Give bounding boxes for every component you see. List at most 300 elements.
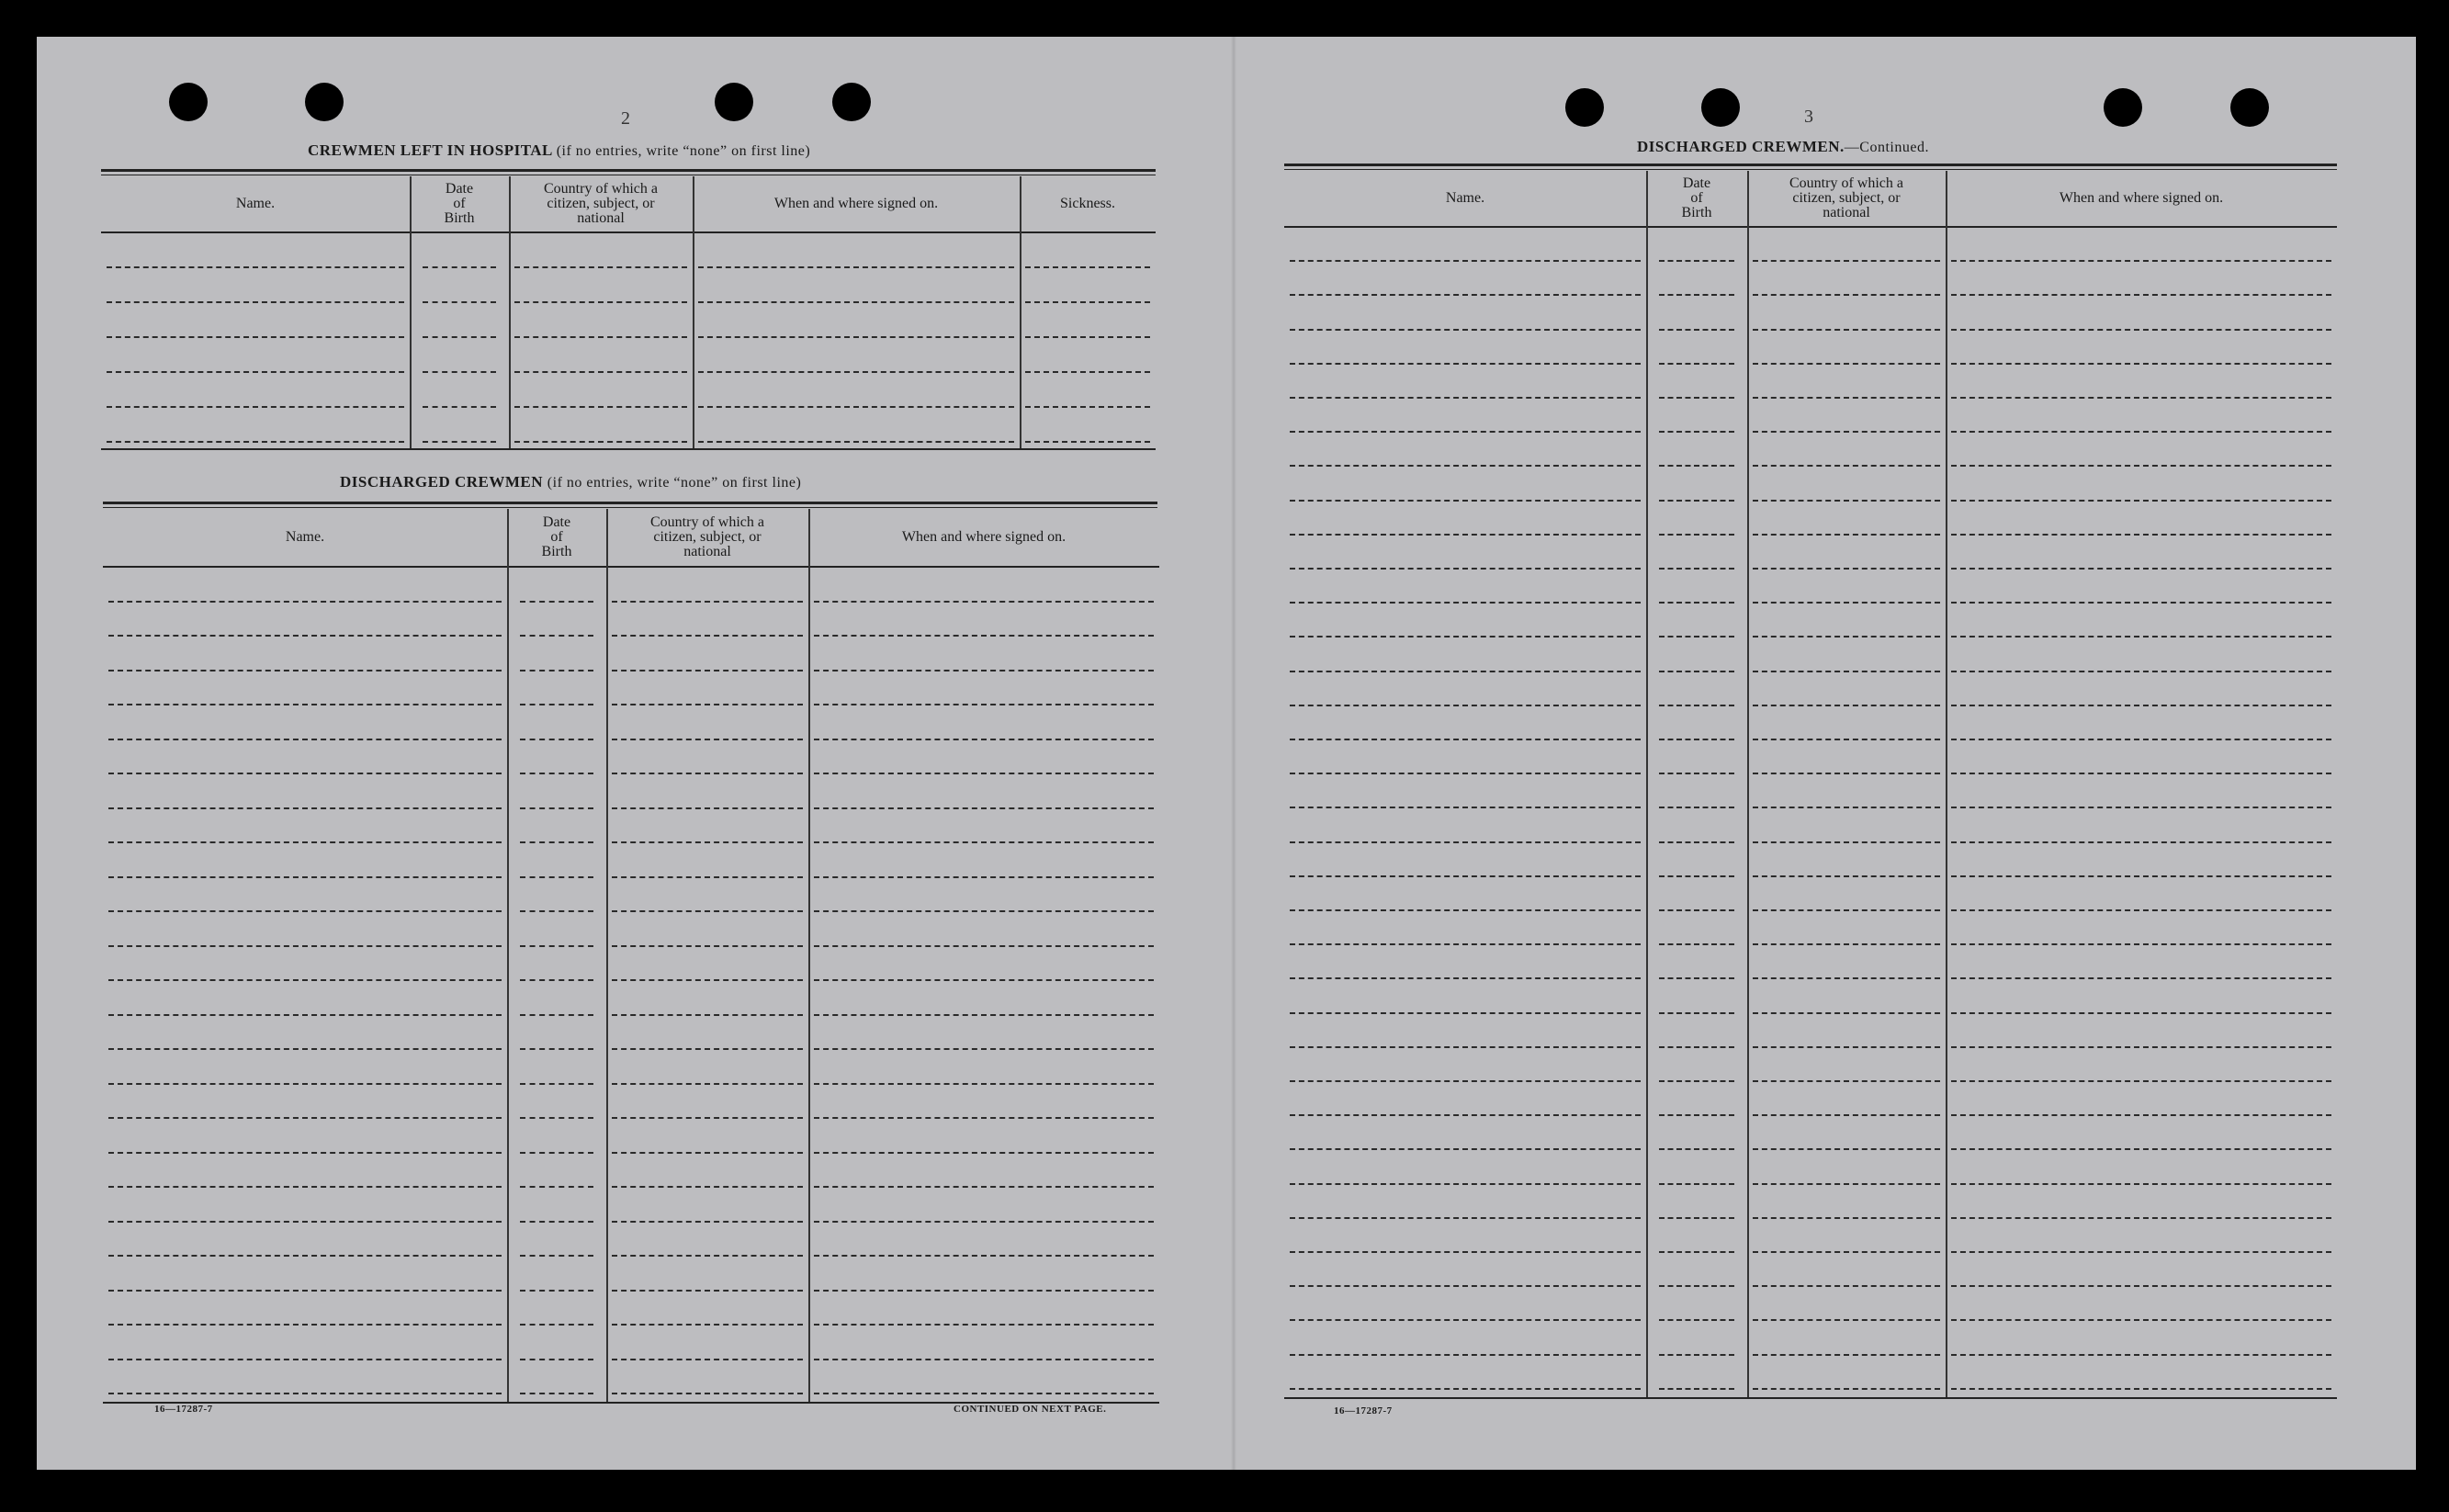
column-header: When and where signed on. — [901, 529, 1066, 545]
entry-line[interactable] — [698, 266, 1014, 268]
entry-line[interactable] — [612, 807, 803, 809]
entry-line[interactable] — [1290, 875, 1641, 877]
entry-line[interactable] — [814, 1255, 1154, 1257]
entry-line[interactable] — [108, 945, 502, 947]
entry-line[interactable] — [1290, 1285, 1641, 1287]
entry-line[interactable] — [1659, 534, 1734, 536]
entry-line[interactable] — [612, 773, 803, 774]
entry-line[interactable] — [1290, 329, 1641, 331]
entry-line[interactable] — [1659, 1217, 1734, 1219]
entry-line[interactable] — [612, 739, 803, 740]
entry-line[interactable] — [1290, 1388, 1641, 1390]
entry-line[interactable] — [1753, 841, 1940, 843]
entry-line[interactable] — [514, 301, 687, 303]
entry-line[interactable] — [1659, 500, 1734, 502]
entry-line[interactable] — [814, 979, 1154, 981]
entry-line[interactable] — [1753, 1183, 1940, 1185]
entry-line[interactable] — [1659, 1354, 1734, 1356]
column-divider — [1646, 171, 1648, 1397]
entry-line[interactable] — [520, 807, 593, 809]
punch-hole — [169, 83, 208, 121]
entry-line[interactable] — [814, 1117, 1154, 1119]
entry-line[interactable] — [520, 739, 593, 740]
header-rule — [103, 566, 1159, 568]
entry-line[interactable] — [1753, 636, 1940, 638]
entry-line[interactable] — [108, 876, 502, 878]
entry-line[interactable] — [423, 301, 496, 303]
entry-line[interactable] — [514, 371, 687, 373]
entry-line[interactable] — [1659, 1251, 1734, 1253]
entry-line[interactable] — [612, 945, 803, 947]
column-divider — [808, 509, 810, 1402]
hospital-bottom-rule — [101, 448, 1156, 450]
entry-line[interactable] — [612, 1117, 803, 1119]
entry-line[interactable] — [814, 1393, 1154, 1394]
entry-line[interactable] — [108, 910, 502, 912]
entry-line[interactable] — [814, 739, 1154, 740]
entry-line[interactable] — [1290, 260, 1641, 262]
entry-line[interactable] — [814, 635, 1154, 637]
entry-line[interactable] — [108, 1221, 502, 1223]
entry-line[interactable] — [108, 1048, 502, 1050]
entry-line[interactable] — [1290, 1148, 1641, 1150]
entry-line[interactable] — [814, 1014, 1154, 1016]
entry-line[interactable] — [1290, 1183, 1641, 1185]
entry-line[interactable] — [1659, 739, 1734, 740]
entry-line[interactable] — [612, 1014, 803, 1016]
entry-line[interactable] — [520, 1221, 593, 1223]
entry-line[interactable] — [1951, 875, 2331, 877]
column-header: Date of Birth — [1681, 175, 1712, 220]
entry-line[interactable] — [1659, 1012, 1734, 1014]
entry-line[interactable] — [1290, 602, 1641, 604]
entry-line[interactable] — [814, 807, 1154, 809]
entry-line[interactable] — [520, 1393, 593, 1394]
entry-line[interactable] — [520, 979, 593, 981]
entry-line[interactable] — [1951, 602, 2331, 604]
entry-line[interactable] — [1951, 1080, 2331, 1082]
punch-hole — [2230, 88, 2269, 127]
entry-line[interactable] — [1951, 1354, 2331, 1356]
entry-line[interactable] — [1951, 943, 2331, 945]
entry-line[interactable] — [108, 739, 502, 740]
header-rule — [101, 231, 1156, 233]
column-header: Country of which a citizen, subject, or national — [650, 514, 764, 559]
entry-line[interactable] — [1753, 1148, 1940, 1150]
entry-line[interactable] — [612, 670, 803, 671]
entry-line[interactable] — [1290, 739, 1641, 740]
entry-line[interactable] — [612, 1152, 803, 1154]
entry-line[interactable] — [520, 1186, 593, 1188]
entry-line[interactable] — [520, 1083, 593, 1085]
entry-line[interactable] — [1753, 568, 1940, 570]
entry-line[interactable] — [520, 601, 593, 603]
entry-line[interactable] — [1753, 329, 1940, 331]
entry-line[interactable] — [814, 1221, 1154, 1223]
entry-line[interactable] — [514, 441, 687, 443]
entry-line[interactable] — [612, 1186, 803, 1188]
entry-line[interactable] — [1290, 671, 1641, 672]
column-divider — [509, 176, 511, 450]
entry-line[interactable] — [108, 1359, 502, 1360]
entry-line[interactable] — [1290, 909, 1641, 911]
entry-line[interactable] — [1951, 739, 2331, 740]
entry-line[interactable] — [814, 1152, 1154, 1154]
entry-line[interactable] — [814, 1048, 1154, 1050]
entry-line[interactable] — [1290, 500, 1641, 502]
entry-line[interactable] — [612, 1359, 803, 1360]
entry-line[interactable] — [1659, 909, 1734, 911]
entry-line[interactable] — [1753, 500, 1940, 502]
form-number-left: 16—17287-7 — [154, 1404, 213, 1415]
entry-line[interactable] — [107, 441, 404, 443]
entry-line[interactable] — [108, 1255, 502, 1257]
entry-line[interactable] — [612, 1083, 803, 1085]
entry-line[interactable] — [1951, 1114, 2331, 1116]
entry-line[interactable] — [1025, 406, 1150, 408]
entry-line[interactable] — [520, 945, 593, 947]
entry-line[interactable] — [1753, 431, 1940, 433]
entry-line[interactable] — [520, 704, 593, 705]
entry-line[interactable] — [108, 1290, 502, 1292]
entry-line[interactable] — [1753, 671, 1940, 672]
entry-line[interactable] — [1290, 1080, 1641, 1082]
entry-line[interactable] — [612, 841, 803, 843]
entry-line[interactable] — [107, 336, 404, 338]
entry-line[interactable] — [814, 704, 1154, 705]
entry-line[interactable] — [423, 441, 496, 443]
entry-line[interactable] — [1753, 1319, 1940, 1321]
entry-line[interactable] — [108, 807, 502, 809]
entry-line[interactable] — [1951, 1148, 2331, 1150]
entry-line[interactable] — [520, 635, 593, 637]
entry-line[interactable] — [1753, 1251, 1940, 1253]
entry-line[interactable] — [1659, 1148, 1734, 1150]
entry-line[interactable] — [520, 670, 593, 671]
entry-line[interactable] — [423, 371, 496, 373]
entry-line[interactable] — [1753, 1354, 1940, 1356]
entry-line[interactable] — [1951, 807, 2331, 808]
entry-line[interactable] — [108, 670, 502, 671]
entry-line[interactable] — [1951, 568, 2331, 570]
entry-line[interactable] — [1290, 397, 1641, 399]
entry-line[interactable] — [108, 1117, 502, 1119]
entry-line[interactable] — [1659, 1080, 1734, 1082]
discharged-title: DISCHARGED CREWMEN — [340, 473, 544, 491]
entry-line[interactable] — [1951, 260, 2331, 262]
entry-line[interactable] — [423, 406, 496, 408]
entry-line[interactable] — [1659, 568, 1734, 570]
entry-line[interactable] — [1951, 705, 2331, 706]
entry-line[interactable] — [1753, 534, 1940, 536]
entry-line[interactable] — [1290, 807, 1641, 808]
entry-line[interactable] — [520, 1359, 593, 1360]
entry-line[interactable] — [698, 301, 1014, 303]
entry-line[interactable] — [1753, 260, 1940, 262]
punch-hole — [832, 83, 871, 121]
entry-line[interactable] — [1025, 301, 1150, 303]
entry-line[interactable] — [1951, 294, 2331, 296]
entry-line[interactable] — [1951, 671, 2331, 672]
entry-line[interactable] — [1753, 602, 1940, 604]
entry-line[interactable] — [514, 406, 687, 408]
entry-line[interactable] — [1290, 294, 1641, 296]
entry-line[interactable] — [108, 1324, 502, 1326]
entry-line[interactable] — [1659, 875, 1734, 877]
entry-line[interactable] — [107, 266, 404, 268]
entry-line[interactable] — [1659, 602, 1734, 604]
entry-line[interactable] — [612, 1393, 803, 1394]
entry-line[interactable] — [1659, 1285, 1734, 1287]
entry-line[interactable] — [1951, 1251, 2331, 1253]
entry-line[interactable] — [108, 1186, 502, 1188]
entry-line[interactable] — [814, 841, 1154, 843]
entry-line[interactable] — [1290, 773, 1641, 774]
entry-line[interactable] — [1659, 1319, 1734, 1321]
entry-line[interactable] — [1753, 705, 1940, 706]
entry-line[interactable] — [814, 1290, 1154, 1292]
entry-line[interactable] — [1290, 534, 1641, 536]
entry-line[interactable] — [1290, 431, 1641, 433]
entry-line[interactable] — [520, 1117, 593, 1119]
entry-line[interactable] — [1290, 363, 1641, 365]
entry-line[interactable] — [1290, 1012, 1641, 1014]
entry-line[interactable] — [1290, 943, 1641, 945]
entry-line[interactable] — [1659, 636, 1734, 638]
entry-line[interactable] — [1659, 397, 1734, 399]
punch-hole — [2104, 88, 2142, 127]
entry-line[interactable] — [612, 876, 803, 878]
form-number-right: 16—17287-7 — [1334, 1405, 1393, 1416]
entry-line[interactable] — [1290, 1046, 1641, 1048]
column-header: Date of Birth — [541, 514, 572, 559]
entry-line[interactable] — [520, 1255, 593, 1257]
entry-line[interactable] — [1951, 1046, 2331, 1048]
entry-line[interactable] — [108, 1083, 502, 1085]
entry-line[interactable] — [108, 635, 502, 637]
entry-line[interactable] — [1290, 1251, 1641, 1253]
column-header: Country of which a citizen, subject, or national — [1789, 175, 1903, 220]
entry-line[interactable] — [1659, 294, 1734, 296]
entry-line[interactable] — [1659, 943, 1734, 945]
column-divider — [507, 509, 509, 1402]
entry-line[interactable] — [1951, 1012, 2331, 1014]
entry-line[interactable] — [698, 371, 1014, 373]
entry-line[interactable] — [107, 406, 404, 408]
page-number-left: 2 — [621, 108, 630, 129]
entry-line[interactable] — [814, 670, 1154, 671]
entry-line[interactable] — [1659, 705, 1734, 706]
entry-line[interactable] — [1659, 977, 1734, 979]
entry-line[interactable] — [814, 945, 1154, 947]
column-header: Name. — [235, 196, 276, 211]
entry-line[interactable] — [698, 406, 1014, 408]
entry-line[interactable] — [1290, 1354, 1641, 1356]
entry-line[interactable] — [1753, 909, 1940, 911]
entry-line[interactable] — [1025, 441, 1150, 443]
entry-line[interactable] — [1951, 1217, 2331, 1219]
entry-line[interactable] — [1659, 329, 1734, 331]
entry-line[interactable] — [1659, 841, 1734, 843]
discharged-continued-table — [1284, 171, 2337, 1439]
punch-hole — [1701, 88, 1740, 127]
entry-line[interactable] — [1753, 807, 1940, 808]
entry-line[interactable] — [1025, 336, 1150, 338]
entry-line[interactable] — [1753, 1080, 1940, 1082]
entry-line[interactable] — [1951, 431, 2331, 433]
entry-line[interactable] — [612, 1324, 803, 1326]
entry-line[interactable] — [1753, 363, 1940, 365]
continued-note: CONTINUED ON NEXT PAGE. — [954, 1404, 1107, 1415]
entry-line[interactable] — [1659, 1046, 1734, 1048]
entry-line[interactable] — [1951, 977, 2331, 979]
entry-line[interactable] — [108, 1014, 502, 1016]
entry-line[interactable] — [1753, 294, 1940, 296]
entry-line[interactable] — [1753, 397, 1940, 399]
entry-line[interactable] — [1753, 1114, 1940, 1116]
entry-line[interactable] — [1659, 1114, 1734, 1116]
entry-line[interactable] — [1659, 260, 1734, 262]
discharged-continued-suffix: —Continued. — [1844, 140, 1929, 155]
entry-line[interactable] — [612, 1221, 803, 1223]
entry-line[interactable] — [612, 635, 803, 637]
entry-line[interactable] — [520, 1014, 593, 1016]
entry-line[interactable] — [612, 979, 803, 981]
entry-line[interactable] — [1951, 1183, 2331, 1185]
entry-line[interactable] — [1290, 841, 1641, 843]
entry-line[interactable] — [108, 979, 502, 981]
discharged-top-rule — [103, 502, 1157, 504]
right-top-rule-2 — [1284, 169, 2337, 170]
entry-line[interactable] — [108, 841, 502, 843]
hospital-top-rule — [101, 169, 1156, 172]
entry-line[interactable] — [612, 1290, 803, 1292]
page-number-right: 3 — [1804, 107, 1813, 127]
entry-line[interactable] — [108, 601, 502, 603]
entry-line[interactable] — [1290, 636, 1641, 638]
column-divider — [693, 176, 694, 450]
entry-line[interactable] — [1951, 841, 2331, 843]
entry-line[interactable] — [1025, 371, 1150, 373]
entry-line[interactable] — [520, 910, 593, 912]
entry-line[interactable] — [1659, 1183, 1734, 1185]
entry-line[interactable] — [814, 601, 1154, 603]
entry-line[interactable] — [698, 441, 1014, 443]
entry-line[interactable] — [520, 841, 593, 843]
entry-line[interactable] — [814, 1359, 1154, 1360]
right-top-rule — [1284, 164, 2337, 166]
entry-line[interactable] — [1290, 1217, 1641, 1219]
entry-line[interactable] — [1951, 363, 2331, 365]
entry-line[interactable] — [107, 371, 404, 373]
entry-line[interactable] — [108, 1152, 502, 1154]
entry-line[interactable] — [814, 1186, 1154, 1188]
entry-line[interactable] — [1951, 636, 2331, 638]
entry-line[interactable] — [612, 910, 803, 912]
entry-line[interactable] — [1290, 465, 1641, 467]
entry-line[interactable] — [1659, 671, 1734, 672]
discharged-table — [103, 509, 1159, 1437]
entry-line[interactable] — [1951, 534, 2331, 536]
entry-line[interactable] — [1659, 465, 1734, 467]
entry-line[interactable] — [1025, 266, 1150, 268]
entry-line[interactable] — [1753, 1012, 1940, 1014]
entry-line[interactable] — [1659, 363, 1734, 365]
entry-line[interactable] — [1753, 943, 1940, 945]
entry-line[interactable] — [612, 601, 803, 603]
entry-line[interactable] — [514, 266, 687, 268]
entry-line[interactable] — [107, 301, 404, 303]
entry-line[interactable] — [1951, 500, 2331, 502]
entry-line[interactable] — [1290, 568, 1641, 570]
entry-line[interactable] — [520, 1048, 593, 1050]
entry-line[interactable] — [423, 336, 496, 338]
entry-line[interactable] — [612, 1255, 803, 1257]
entry-line[interactable] — [1290, 1319, 1641, 1321]
entry-line[interactable] — [1659, 807, 1734, 808]
entry-line[interactable] — [108, 1393, 502, 1394]
entry-line[interactable] — [814, 910, 1154, 912]
entry-line[interactable] — [612, 704, 803, 705]
entry-line[interactable] — [1290, 705, 1641, 706]
entry-line[interactable] — [814, 876, 1154, 878]
entry-line[interactable] — [1753, 1388, 1940, 1390]
entry-line[interactable] — [1753, 773, 1940, 774]
entry-line[interactable] — [1753, 1217, 1940, 1219]
entry-line[interactable] — [108, 704, 502, 705]
entry-line[interactable] — [520, 1324, 593, 1326]
entry-line[interactable] — [520, 1152, 593, 1154]
entry-line[interactable] — [1753, 465, 1940, 467]
entry-line[interactable] — [1951, 397, 2331, 399]
punch-hole — [1565, 88, 1604, 127]
entry-line[interactable] — [1659, 773, 1734, 774]
entry-line[interactable] — [814, 1083, 1154, 1085]
column-header: Sickness. — [1060, 196, 1115, 211]
entry-line[interactable] — [1753, 1285, 1940, 1287]
entry-line[interactable] — [814, 1324, 1154, 1326]
entry-line[interactable] — [612, 1048, 803, 1050]
entry-line[interactable] — [1753, 875, 1940, 877]
entry-line[interactable] — [1951, 465, 2331, 467]
hospital-note: (if no entries, write “none” on first line) — [556, 143, 811, 159]
entry-line[interactable] — [1951, 1285, 2331, 1287]
entry-line[interactable] — [1951, 329, 2331, 331]
entry-line[interactable] — [1753, 977, 1940, 979]
entry-line[interactable] — [520, 1290, 593, 1292]
discharged-top-rule-2 — [103, 507, 1157, 508]
entry-line[interactable] — [1290, 977, 1641, 979]
entry-line[interactable] — [1753, 739, 1940, 740]
entry-line[interactable] — [1659, 1388, 1734, 1390]
entry-line[interactable] — [1951, 1388, 2331, 1390]
entry-line[interactable] — [1659, 431, 1734, 433]
entry-line[interactable] — [1951, 1319, 2331, 1321]
entry-line[interactable] — [514, 336, 687, 338]
entry-line[interactable] — [1951, 773, 2331, 774]
header-rule — [1284, 226, 2337, 228]
entry-line[interactable] — [108, 773, 502, 774]
entry-line[interactable] — [1753, 1046, 1940, 1048]
entry-line[interactable] — [520, 773, 593, 774]
column-divider — [410, 176, 412, 450]
entry-line[interactable] — [814, 773, 1154, 774]
entry-line[interactable] — [423, 266, 496, 268]
entry-line[interactable] — [1290, 1114, 1641, 1116]
entry-line[interactable] — [520, 876, 593, 878]
entry-line[interactable] — [698, 336, 1014, 338]
entry-line[interactable] — [1951, 909, 2331, 911]
